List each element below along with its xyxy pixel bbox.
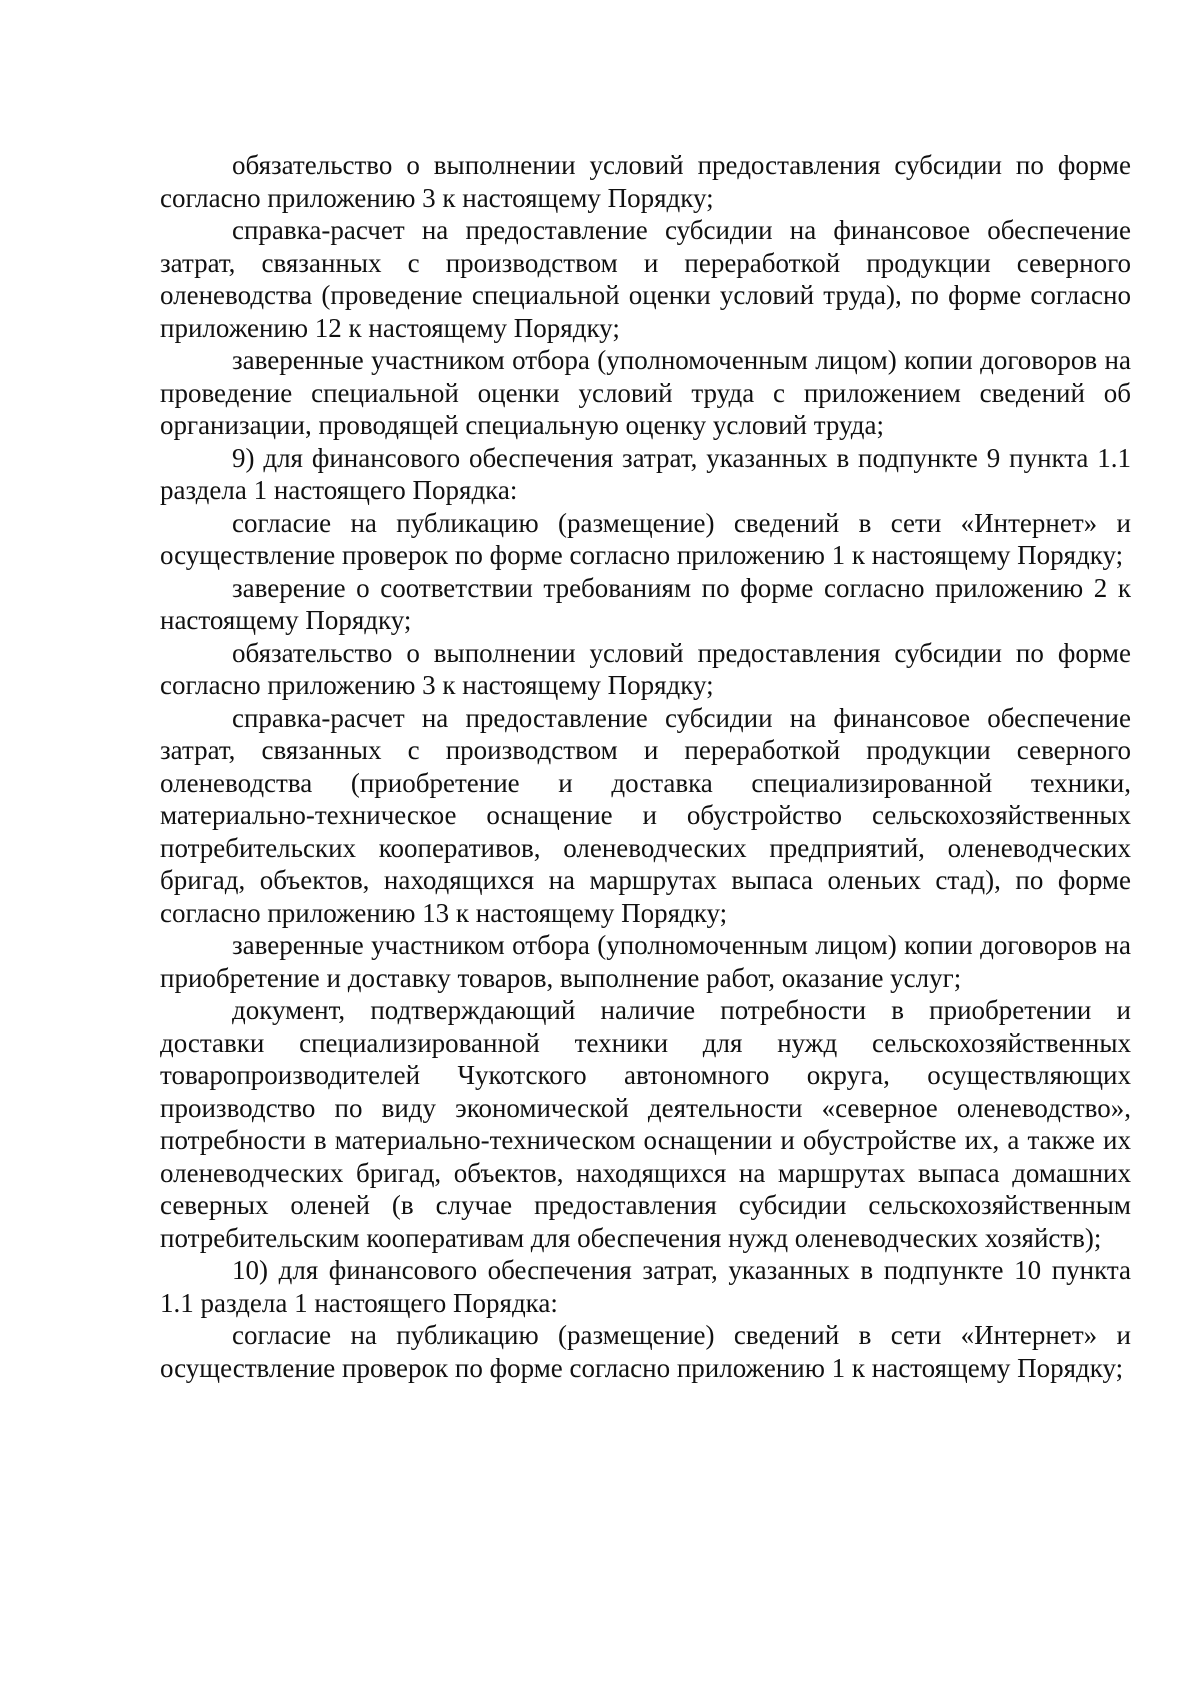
paragraph-item-10: 10) для финансового обеспечения затрат, указанных в подпункте 10 пункта 1.1 раздела 1 настоящего Порядка: xyxy=(160,1255,1131,1318)
paragraph-consent-2: согласие на публикацию (размещение) сведений в сети «Интернет» и осуществление проверок по форме согласно приложению 1 к настоящему Порядку; xyxy=(160,1320,1131,1383)
paragraph-assurance: заверение о соответствии требованиям по форме согласно приложению 2 к настоящему Порядку; xyxy=(160,572,1131,635)
paragraph-obligation-1: обязательство о выполнении условий предоставления субсидии по форме согласно приложению 3 к настоящему Порядку; xyxy=(160,150,1131,213)
paragraph-calculation-certificate-12: справка-расчет на предоставление субсидии на финансовое обеспечение затрат, связанных с производством и переработкой продукции северного оленеводства (проведение специальной оценки условий труда), по форме согласно приложению 12 к настоящему Порядку; xyxy=(160,215,1131,343)
paragraph-certified-contracts-1: заверенные участником отбора (уполномоченным лицом) копии договоров на проведение специальной оценки условий труда с приложением сведений об организации, проводящей специальную оценку условий труда; xyxy=(160,345,1131,440)
paragraph-need-document: документ, подтверждающий наличие потребности в приобретении и доставки специализированной техники для нужд сельскохозяйственных товаропроизводителей Чукотского автономного округа, осуществляющих производство по виду экономической деятельности «северное оленеводство», потребности в материально-техническом оснащении и обустройстве их, а также их оленеводческих бригад, объектов, находящихся на маршрутах выпаса домашних северных оленей (в случае предоставления субсидии сельскохозяйственным потребительским кооперативам для обеспечения нужд оленеводческих хозяйств); xyxy=(160,995,1131,1253)
paragraph-item-9: 9) для финансового обеспечения затрат, указанных в подпункте 9 пункта 1.1 раздела 1 настоящего Порядка: xyxy=(160,442,1131,505)
paragraph-obligation-2: обязательство о выполнении условий предоставления субсидии по форме согласно приложению 3 к настоящему Порядку; xyxy=(160,637,1131,700)
document-body xyxy=(160,149,1131,1384)
paragraph-calculation-certificate-13: справка-расчет на предоставление субсидии на финансовое обеспечение затрат, связанных с производством и переработкой продукции северного оленеводства (приобретение и доставка специализированной техники, материально-техническое оснащение и обустройство сельскохозяйственных потребительских кооперативов, оленеводческих предприятий, оленеводческих бригад, объектов, находящихся на маршрутах выпаса оленьих стад), по форме согласно приложению 13 к настоящему Порядку; xyxy=(160,702,1131,928)
paragraph-consent-1: согласие на публикацию (размещение) сведений в сети «Интернет» и осуществление проверок по форме согласно приложению 1 к настоящему Порядку; xyxy=(160,507,1131,570)
paragraph-certified-contracts-2: заверенные участником отбора (уполномоченным лицом) копии договоров на приобретение и доставку товаров, выполнение работ, оказание услуг; xyxy=(160,930,1131,993)
